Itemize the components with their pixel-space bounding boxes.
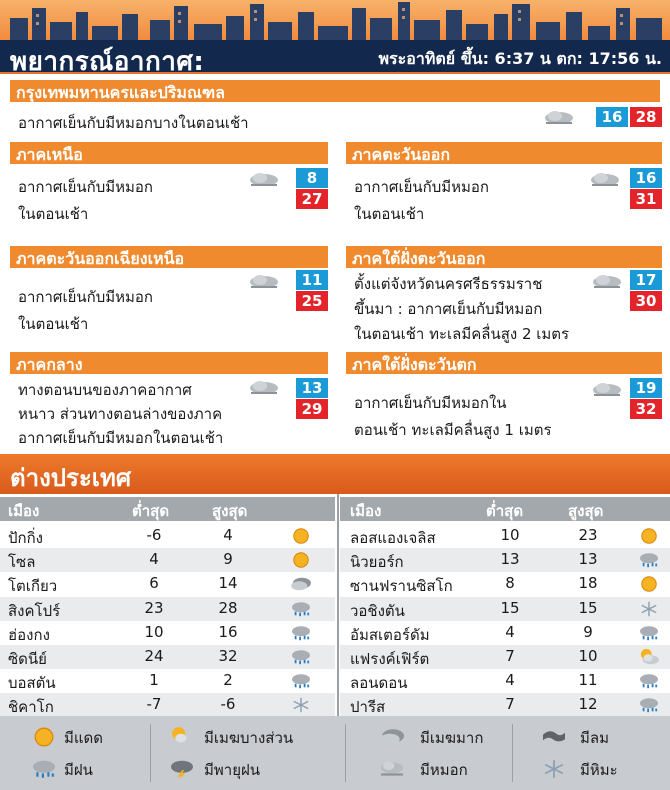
title-bar — [0, 40, 670, 72]
city-name: ซิดนีย์ — [8, 650, 47, 668]
region-east-text: อากาศเย็นกับมีหมอก ในตอนเช้า — [354, 178, 489, 223]
city-name: โตเกียว — [8, 577, 58, 596]
city-name: บอสตัน — [8, 674, 56, 693]
foreign-section-title: ต่างประเทศ — [10, 464, 132, 492]
low-temp: 10 — [500, 526, 520, 544]
high-temp: 23 — [578, 526, 598, 544]
low-column-header: ต่ำสุด — [132, 502, 170, 520]
right-table-header — [340, 497, 670, 521]
high-temp: 4 — [223, 526, 233, 544]
low-temp: 7 — [505, 695, 515, 714]
table-row — [0, 548, 335, 572]
region-name: กรุงเทพมหานครและปริมณฑล — [16, 83, 225, 102]
legend-divider — [150, 724, 151, 782]
sun-icon — [290, 527, 312, 545]
rain-icon — [290, 624, 312, 642]
region-south-west-header — [346, 352, 662, 374]
rain-icon — [638, 696, 660, 714]
region-south-west-text: อากาศเย็นกับมีหมอกใน ตอนเช้า ทะเลมีคลื่นสูง 1 เมตร — [354, 394, 552, 439]
south-west-high-temp: 32 — [630, 399, 662, 419]
rain-icon — [638, 624, 660, 642]
legend-label: มีฝน — [64, 761, 93, 779]
legend-label: มีลม — [580, 729, 609, 747]
south-east-low-temp: 17 — [630, 270, 662, 290]
fog-icon — [590, 272, 624, 292]
high-temp: 12 — [578, 695, 598, 714]
region-name: ภาคตะวันออก — [352, 145, 451, 164]
table-row — [0, 524, 335, 548]
cloudy-icon — [378, 726, 406, 748]
cloudy-icon — [290, 575, 312, 593]
table-row — [0, 572, 335, 596]
low-temp: 23 — [144, 598, 164, 617]
rain-icon — [30, 758, 58, 780]
region-name: ภาคเหนือ — [16, 145, 83, 164]
rain-icon — [638, 672, 660, 690]
rain-icon — [290, 672, 312, 690]
east-high-temp: 31 — [630, 189, 662, 209]
table-row — [0, 645, 335, 669]
table-row — [0, 621, 335, 645]
high-temp: -6 — [220, 695, 236, 714]
region-south-east-header — [346, 246, 662, 268]
sun-icon — [30, 726, 58, 748]
fog-icon — [588, 170, 622, 190]
high-column-header: สูงสุด — [568, 502, 604, 520]
north-high-temp: 27 — [296, 189, 328, 209]
snow-icon — [540, 758, 568, 780]
legend-label: มีหมอก — [420, 761, 468, 779]
city-name: ปารีส — [350, 698, 386, 717]
table-row — [340, 597, 670, 621]
foreign-section-header — [0, 454, 670, 494]
region-name: ภาคกลาง — [16, 355, 83, 374]
high-temp: 15 — [578, 598, 598, 617]
city-name: นิวยอร์ก — [350, 553, 404, 572]
low-temp: 15 — [500, 598, 520, 617]
wind-icon — [540, 726, 568, 748]
city-name: ฮ่องกง — [8, 625, 50, 644]
north-low-temp: 8 — [296, 168, 328, 188]
high-temp: 11 — [578, 671, 598, 690]
south-east-high-temp: 30 — [630, 291, 662, 311]
low-temp: 10 — [144, 622, 164, 641]
header — [0, 0, 670, 74]
low-temp: 1 — [149, 671, 159, 690]
table-row — [340, 645, 670, 669]
legend-label: มีแดด — [64, 729, 104, 747]
region-bangkok-text: อากาศเย็นกับมีหมอกบางในตอนเช้า — [18, 114, 249, 132]
sunrise-sunset-times: พระอาทิตย์ ขึ้น: 6:37 น ตก: 17:56 น. — [378, 49, 662, 68]
high-temp: 13 — [578, 550, 598, 569]
sun-icon — [638, 575, 660, 593]
high-temp: 9 — [583, 622, 593, 641]
legend-label: มีเมฆมาก — [420, 729, 484, 747]
table-row — [340, 524, 670, 548]
legend-divider — [512, 724, 513, 782]
high-temp: 10 — [578, 647, 598, 665]
central-high-temp: 29 — [296, 399, 328, 419]
low-temp: 4 — [505, 671, 515, 690]
low-temp: 13 — [500, 550, 520, 569]
region-central-text: ทางตอนบนของภาคอากาศ หนาว ส่วนทางตอนล่างของภาค อากาศเย็นกับมีหมอกในตอนเช้า — [18, 381, 224, 447]
table-row — [340, 693, 670, 717]
city-name: ชิคาโก — [8, 698, 54, 717]
city-name: ซานฟรานซิสโก — [350, 577, 453, 596]
region-name: ภาคใต้ฝั่งตะวันตก — [352, 355, 477, 374]
rain-icon — [638, 551, 660, 569]
legend-item — [30, 722, 180, 752]
low-temp: 8 — [505, 574, 515, 593]
city-name: ลอนดอน — [350, 674, 408, 693]
legend-item — [378, 754, 528, 784]
high-temp: 32 — [218, 647, 238, 665]
low-temp: 6 — [149, 574, 159, 593]
bangkok-high-temp: 28 — [630, 107, 662, 127]
rain-icon — [290, 600, 312, 618]
table-row — [340, 548, 670, 572]
high-temp: 28 — [218, 598, 238, 617]
legend-item — [540, 722, 670, 752]
legend-item — [378, 722, 528, 752]
region-northeast-text: อากาศเย็นกับมีหมอก ในตอนเช้า — [18, 288, 153, 333]
region-south-east-text: ตั้งแต่จังหวัดนครศรีธรรมราช ขึ้นมา : อากาศเย็นกับมีหมอก ในตอนเช้า ทะเลมีคลื่นสูง 2 เมตร — [354, 275, 570, 343]
city-name: ปักกิ่ง — [8, 529, 44, 547]
table-divider — [337, 494, 339, 716]
table-row — [340, 621, 670, 645]
legend-divider — [345, 724, 346, 782]
low-temp: 4 — [149, 550, 159, 569]
regional-forecast — [0, 74, 670, 454]
legend-item — [168, 754, 318, 784]
high-temp: 16 — [218, 622, 238, 641]
high-temp: 9 — [223, 550, 233, 569]
legend-item — [30, 754, 180, 784]
city-column-header: เมือง — [8, 502, 40, 520]
east-low-temp: 16 — [630, 168, 662, 188]
snow-icon — [290, 696, 312, 714]
rain-icon — [290, 648, 312, 666]
city-name: สิงคโปร์ — [8, 601, 61, 620]
legend-label: มีพายุฝน — [204, 761, 261, 779]
fog-icon — [247, 170, 281, 190]
table-row — [0, 669, 335, 693]
northeast-low-temp: 11 — [296, 270, 328, 290]
legend-item — [540, 754, 670, 784]
region-name: ภาคตะวันออกเฉียงเหนือ — [16, 249, 185, 268]
legend-label: มีเมฆบางส่วน — [204, 729, 294, 747]
city-name: ลอสแองเจลิส — [350, 529, 436, 547]
partly-cloudy-icon — [638, 648, 660, 666]
region-north-header — [10, 142, 328, 164]
table-row — [0, 597, 335, 621]
region-name: ภาคใต้ฝั่งตะวันออก — [352, 249, 486, 268]
low-temp: -6 — [146, 526, 162, 544]
legend-item — [168, 722, 318, 752]
table-row — [340, 572, 670, 596]
northeast-high-temp: 25 — [296, 291, 328, 311]
bangkok-low-temp: 16 — [596, 107, 628, 127]
fog-icon — [542, 108, 576, 128]
region-central-header — [10, 352, 328, 374]
central-low-temp: 13 — [296, 378, 328, 398]
high-column-header: สูงสุด — [212, 502, 248, 520]
region-north-text: อากาศเย็นกับมีหมอก ในตอนเช้า — [18, 178, 153, 223]
low-temp: 7 — [505, 647, 515, 665]
table-row — [0, 693, 335, 717]
page-title: พยากรณ์อากาศ: — [10, 47, 205, 74]
low-temp: 4 — [505, 622, 515, 641]
low-temp: -7 — [146, 695, 162, 714]
sun-icon — [290, 551, 312, 569]
high-temp: 2 — [223, 671, 233, 690]
fog-icon — [247, 378, 281, 398]
snow-icon — [638, 600, 660, 618]
low-temp: 24 — [144, 647, 164, 665]
region-east-header — [346, 142, 662, 164]
partly-cloudy-icon — [168, 726, 196, 748]
city-name: แฟรงค์เฟิร์ต — [350, 650, 430, 668]
foreign-cities-tables — [0, 494, 670, 716]
sun-icon — [638, 527, 660, 545]
city-column-header: เมือง — [350, 502, 382, 520]
left-table-header — [0, 497, 335, 521]
city-name: วอชิงตัน — [350, 601, 405, 620]
fog-icon — [378, 758, 406, 780]
low-column-header: ต่ำสุด — [486, 502, 524, 520]
fog-icon — [590, 380, 624, 400]
region-bangkok-header — [10, 80, 660, 102]
table-row — [340, 669, 670, 693]
thunderstorm-icon — [168, 758, 196, 780]
city-name: อัมสเตอร์ดัม — [350, 625, 430, 644]
high-temp: 14 — [218, 574, 238, 593]
fog-icon — [247, 272, 281, 292]
city-name: โซล — [8, 553, 36, 572]
region-northeast-header — [10, 246, 328, 268]
weather-legend — [0, 716, 670, 790]
south-west-low-temp: 19 — [630, 378, 662, 398]
legend-label: มีหิมะ — [580, 761, 618, 779]
high-temp: 18 — [578, 574, 598, 593]
